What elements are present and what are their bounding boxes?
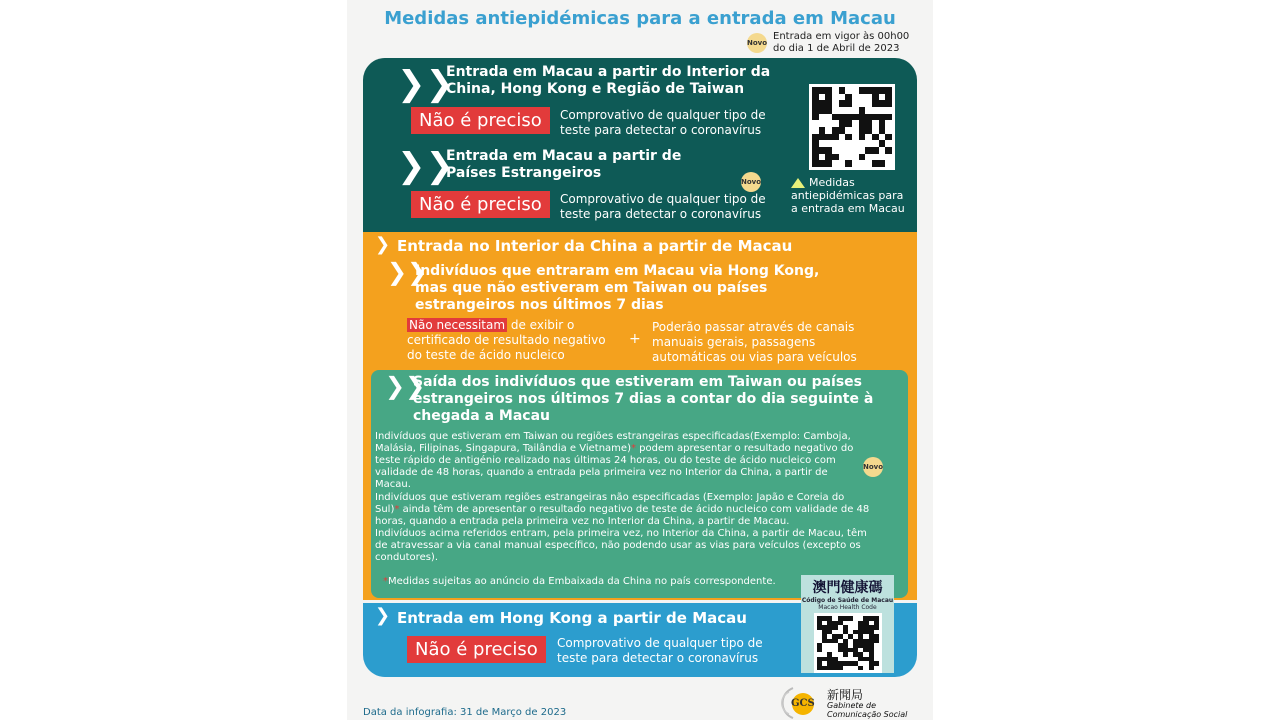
- chevron-right-icon: ❯: [375, 605, 391, 626]
- health-code-title: 澳門健康碼: [812, 580, 883, 596]
- effective-line-1: Entrada em vigor às 00h00: [773, 31, 910, 42]
- chevron-right-icon: ❯: [375, 234, 391, 255]
- infographic-poster: [347, 0, 933, 720]
- novo-badge: Novo: [741, 172, 761, 192]
- not-needed-tag: Não necessitam: [409, 318, 506, 332]
- not-required-pill-3: Não é preciso: [407, 636, 546, 663]
- section3-text: Comprovativo de qualquer tipo de teste para detectar o coronavírus: [557, 636, 763, 665]
- effective-line-2: do dia 1 de Abril de 2023: [773, 43, 900, 54]
- plus-sign: +: [629, 331, 641, 347]
- qr-caption: Medidas antiepidémicas para a entrada em Macau: [791, 176, 905, 215]
- departure-paragraph-2: Indivíduos que estiveram regiões estrangeiras não especificadas (Exemplo: Japão e Coreia do Sul)* ainda têm de apresentar o resultado negativo de teste de ácido nucleico com validade de 48 horas, quando a entrada pela primeira vez no Interior da China, a partir de Macau.: [375, 492, 870, 527]
- effective-date: [747, 31, 909, 55]
- departure-paragraph-3: Indivíduos acima referidos entram, pela primeira vez, no Interior da China, a partir de Macau, têm de atravessar a via canal manual específico, não podendo usar as vias para veículos (excepto os condutores).: [375, 528, 867, 563]
- org-chinese-name: 新聞局: [827, 688, 864, 702]
- departure-box: [371, 370, 908, 598]
- novo-badge: Novo: [863, 457, 883, 477]
- poster-title: Medidas antiepidémicas para a entrada em Macau: [384, 8, 896, 29]
- footnote: *Medidas sujeitas ao anúncio da Embaixada da China no país correspondente.: [383, 576, 776, 587]
- section1-text-1: Comprovativo de qualquer tipo de teste para detectar o coronavírus: [560, 108, 766, 137]
- triangle-icon: [791, 178, 805, 188]
- section1-heading-2: Entrada em Macau a partir de Países Estrangeiros: [446, 148, 682, 181]
- gcs-logo-text: GCS: [791, 698, 815, 709]
- qr-code-icon[interactable]: [809, 84, 895, 170]
- novo-badge: Novo: [747, 33, 767, 53]
- section-entry-mainland: [363, 232, 917, 600]
- health-code-subtitle: Código de Saúde de Macau: [801, 597, 894, 604]
- double-chevron-icon: ❯❯: [397, 64, 454, 104]
- channels-text: Poderão passar através de canais manuais gerais, passagens automáticas ou vias para veículos: [652, 320, 857, 364]
- double-chevron-icon: ❯❯: [397, 146, 454, 186]
- gcs-logo: [775, 684, 925, 720]
- departure-heading: Saída dos indivíduos que estiveram em Taiwan ou países estrangeiros nos últimos 7 dias a contar do dia seguinte à chegada a Macau: [413, 374, 874, 424]
- double-chevron-icon: ❯❯: [385, 372, 426, 400]
- health-code-subtitle-en: Macao Health Code: [818, 604, 877, 611]
- section-entry-macau: [363, 58, 917, 232]
- qr-code-icon[interactable]: [814, 613, 882, 673]
- section2-subheading: Indivíduos que entraram em Macau via Hong Kong, mas que não estiveram em Taiwan ou países estrangeiros nos últimos 7 dias: [415, 263, 820, 313]
- infographic-date: Data da infografia: 31 de Março de 2023: [363, 707, 567, 718]
- section3-heading: Entrada em Hong Kong a partir de Macau: [397, 609, 747, 627]
- not-required-pill-2: Não é preciso: [411, 191, 550, 218]
- section1-heading-1: Entrada em Macau a partir do Interior da China, Hong Kong e Região de Taiwan: [446, 64, 771, 97]
- section2-heading: Entrada no Interior da China a partir de Macau: [397, 237, 793, 255]
- no-certificate-text: Não necessitam de exibir o certificado de resultado negativo do teste de ácido nucleico: [407, 318, 606, 362]
- not-required-pill-1: Não é preciso: [411, 107, 550, 134]
- departure-paragraph-1: Indivíduos que estiveram em Taiwan ou regiões estrangeiras especificadas(Exemplo: Camboja, Malásia, Filipinas, Singapura, Tailândia e Vietname)* podem apresentar o resultado negativo do teste rápido de antigénio realizado nas últimas 24 horas, ou do teste de ácido nucleico com validade de 48 horas, quando a entrada pela primeira vez no Interior da China, a partir de Macau.: [375, 431, 854, 490]
- org-portuguese-name: Gabinete de Comunicação Social: [827, 701, 908, 719]
- double-chevron-icon: ❯❯: [387, 258, 428, 286]
- section1-text-2: Comprovativo de qualquer tipo de teste para detectar o coronavírus: [560, 192, 766, 221]
- macao-health-code[interactable]: [801, 575, 894, 673]
